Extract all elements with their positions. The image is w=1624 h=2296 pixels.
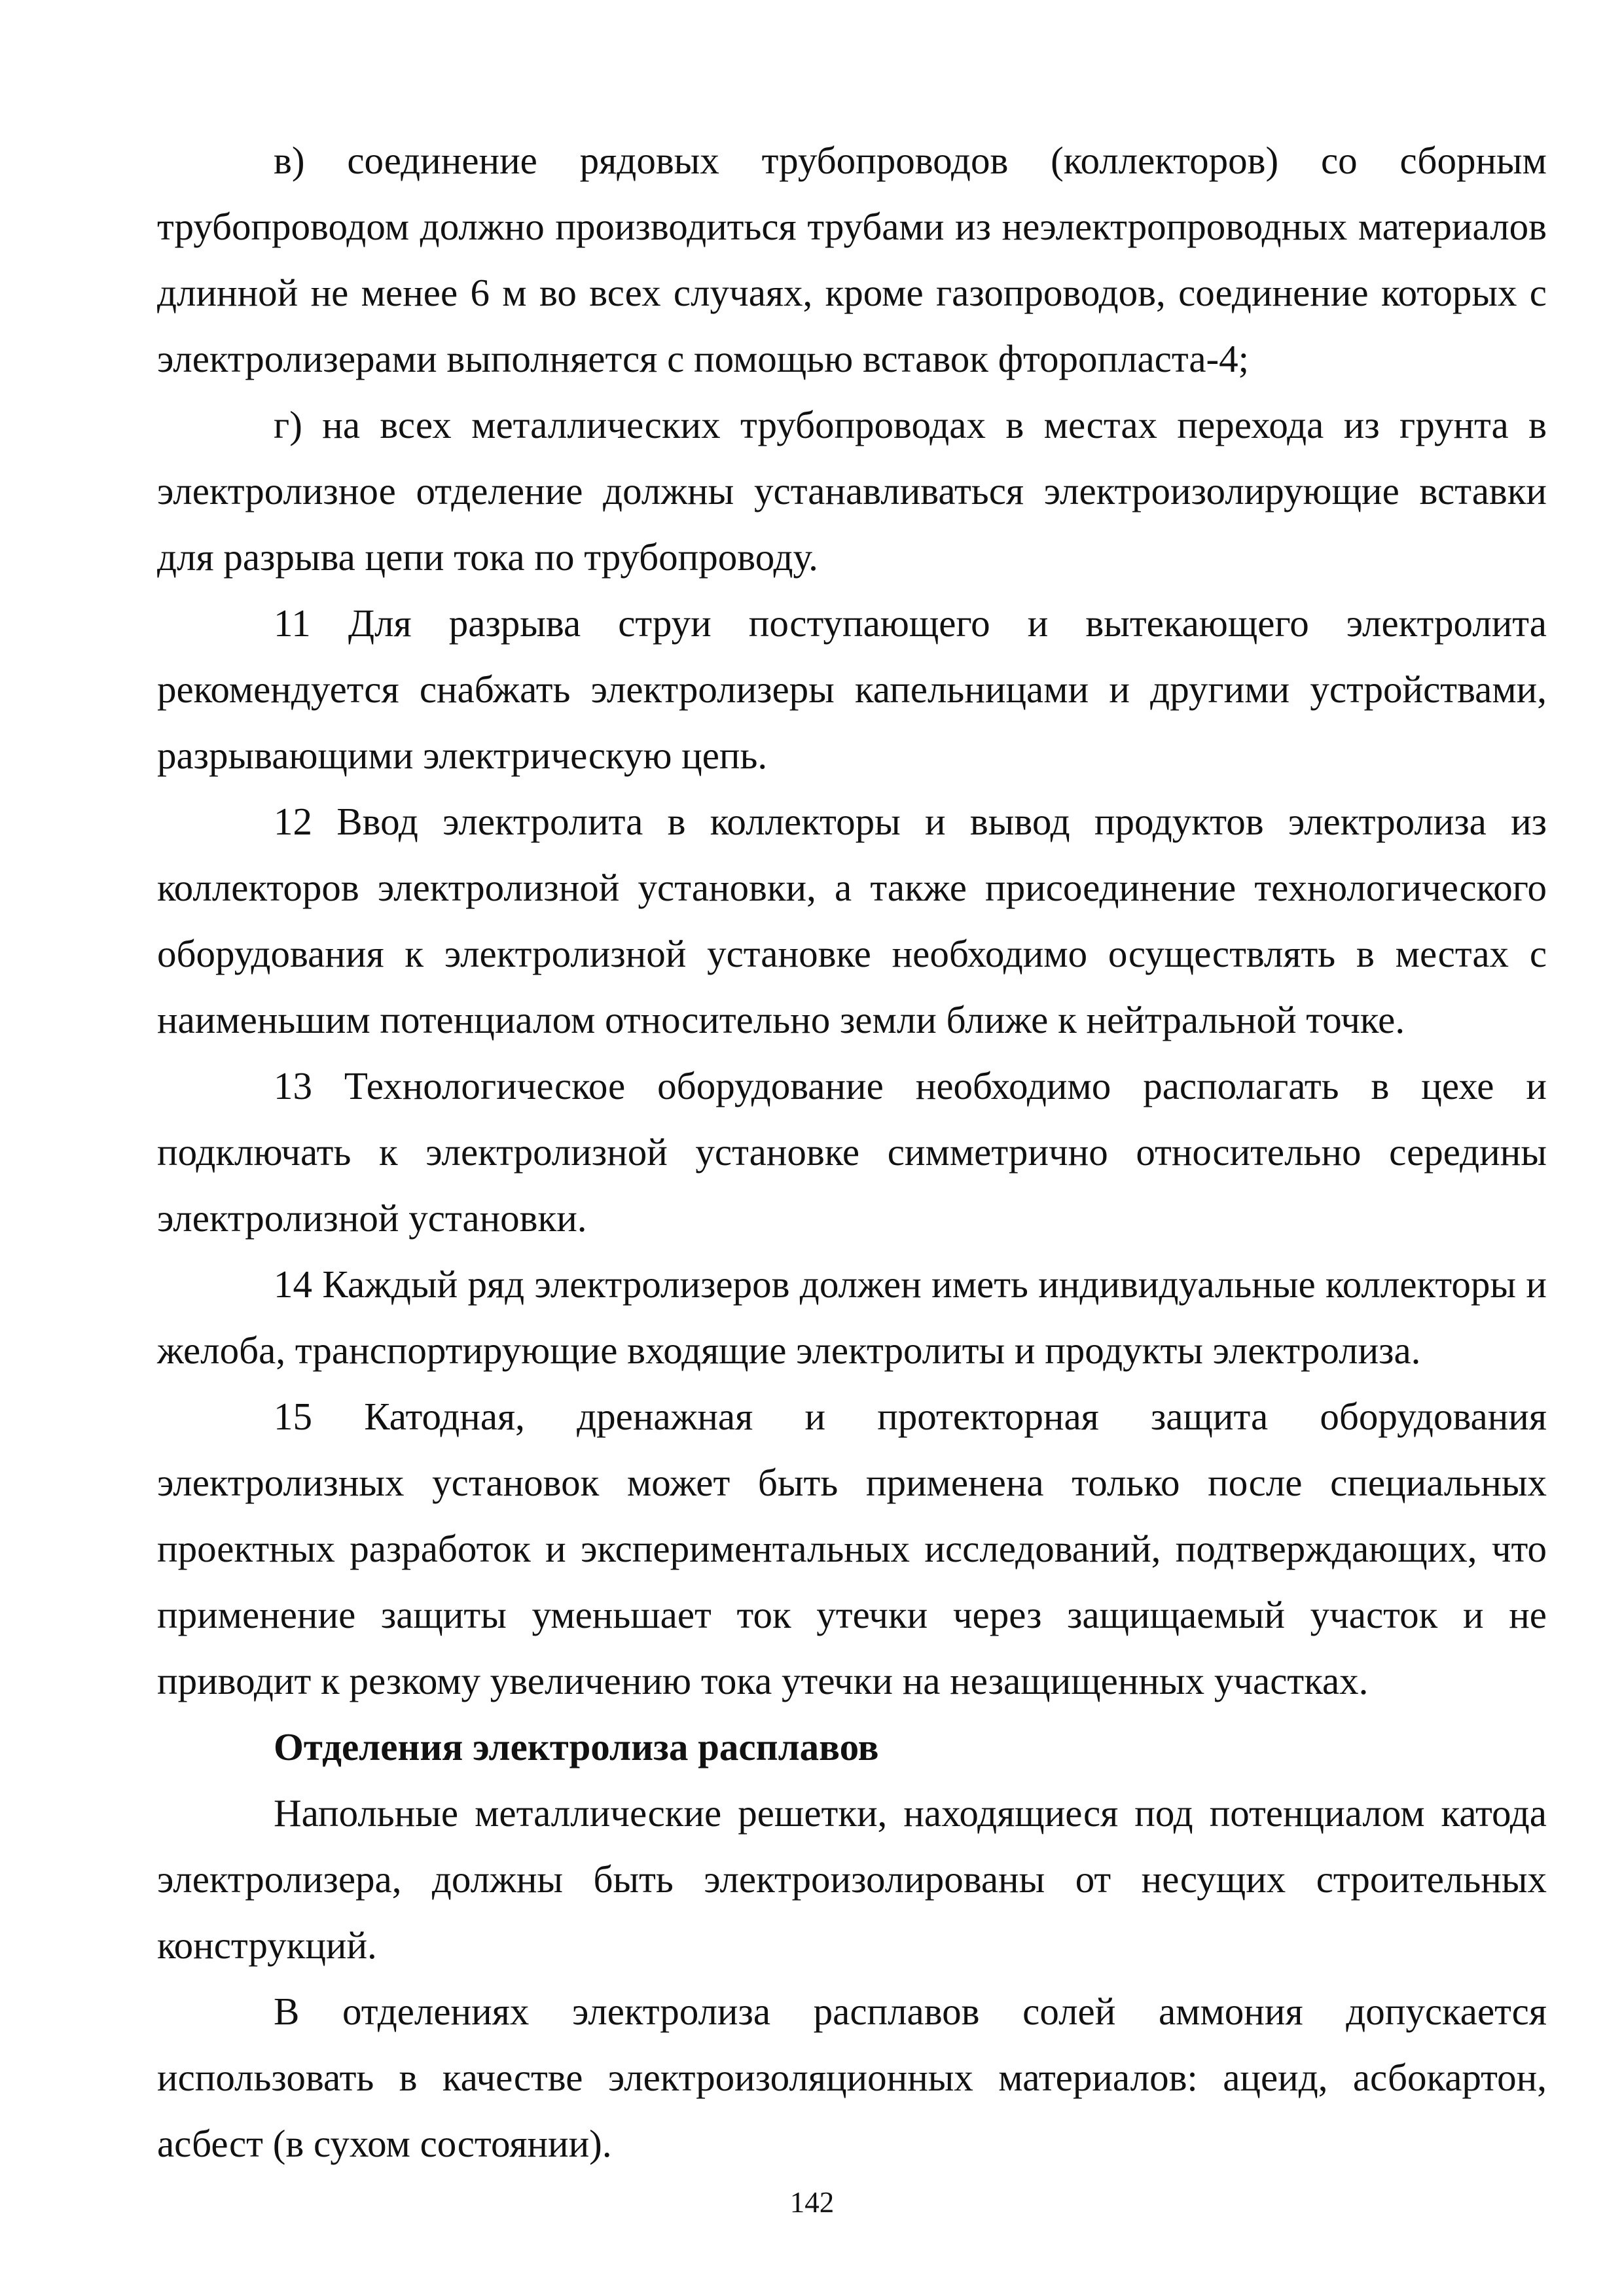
- paragraph-15: 15 Катодная, дренажная и протекторная защита оборудования электролизных установок может быть применена только после специальных проектных разработок и экспериментальных исследований, подтверждающих, что применение защиты уменьшает ток утечки через защищаемый участок и не приводит к резкому увеличению тока утечки на незащищенных участках.: [157, 1395, 1547, 1702]
- paragraph-item-g: г) на всех металлических трубопроводах в местах перехода из грунта в электролизное отделение должны устанавливаться электроизолирующие вставки для разрыва цепи тока по трубопроводу.: [157, 403, 1547, 579]
- paragraph-12: 12 Ввод электролита в коллекторы и вывод продуктов электролиза из коллекторов электролизной установки, а также присоединение технологического оборудования к электролизной установке необходимо осуществлять в местах с наименьшим потенциалом относительно земли ближе к нейтральной точке.: [157, 800, 1547, 1041]
- paragraph-11: 11 Для разрыва струи поступающего и вытекающего электролита рекомендуется снабжать электролизеры капельницами и другими устройствами, разрывающими электрическую цепь.: [157, 601, 1547, 777]
- section-paragraph-insulation-materials: В отделениях электролиза расплавов солей аммония допускается использовать в качестве электроизоляционных материалов: ацеид, асбокартон, асбест (в сухом состоянии).: [157, 1990, 1547, 2165]
- paragraph-14: 14 Каждый ряд электролизеров должен иметь индивидуальные коллекторы и желоба, транспортирующие входящие электролиты и продукты электролиза.: [157, 1263, 1547, 1372]
- section-heading: Отделения электролиза расплавов: [274, 1725, 879, 1768]
- page-number: 142: [789, 2186, 835, 2219]
- section-paragraph-floor-grates: Напольные металлические решетки, находящиеся под потенциалом катода электролизера, должны быть электроизолированы от несущих строительных конструкций.: [157, 1791, 1547, 1967]
- paragraph-item-v: в) соединение рядовых трубопроводов (коллекторов) со сборным трубопроводом должно производиться трубами из неэлектропроводных материалов длинной не менее 6 м во всех случаях, кроме газопроводов, соединение которых с электролизерами выполняется с помощью вставок фторопласта-4;: [157, 139, 1547, 380]
- document-page: [157, 128, 1547, 2177]
- paragraph-13: 13 Технологическое оборудование необходимо располагать в цехе и подключать к электролизной установке симметрично относительно середины электролизной установки.: [157, 1064, 1547, 1240]
